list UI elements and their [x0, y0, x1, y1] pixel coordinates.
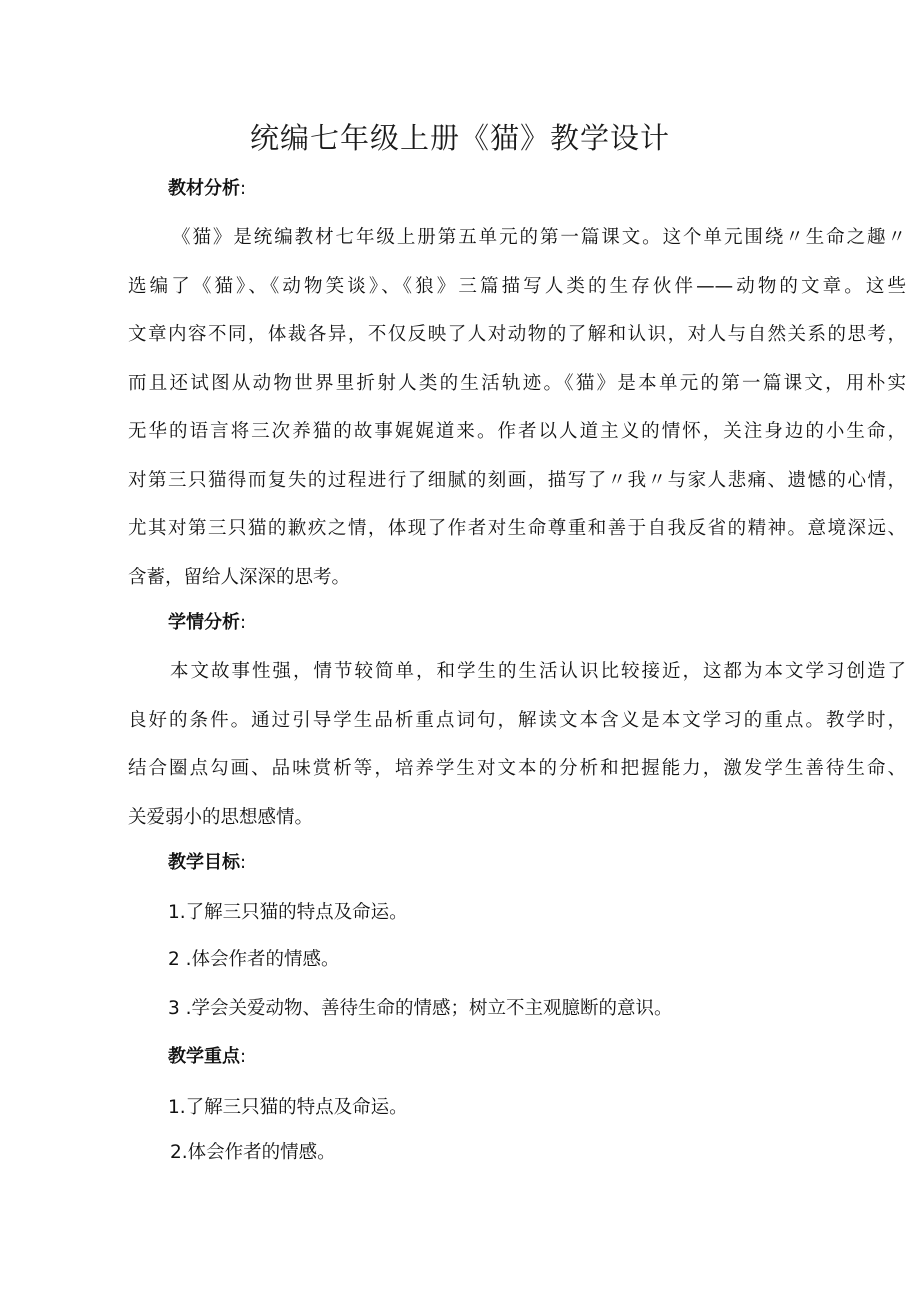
section-heading-key-points: [168, 1044, 246, 1070]
paragraph-line: 良好的条件。通过引导学生品析重点词句，解读文本含义是本文学习的重点。教学时，: [128, 709, 906, 731]
paragraph-line: 《猫》是统编教材七年级上册第五单元的第一篇课文。这个单元围绕〃生命之趣〃: [172, 227, 906, 248]
paragraph-line: 对第三只猫得而复失的过程进行了细腻的刻画，描写了〃我〃与家人悲痛、遗憾的心情，: [128, 469, 906, 491]
section-heading-goals: [168, 850, 246, 876]
goal-item: 3 .学会关爱动物、善待生命的情感；树立不主观臆断的意识。: [168, 998, 673, 1019]
paragraph-line: 而且还试图从动物世界里折射人类的生活轨迹。《猫》是本单元的第一篇课文，用朴实: [128, 372, 906, 394]
key-point-item: 2.体会作者的情感。: [170, 1142, 336, 1163]
section-heading-analysis: [168, 176, 246, 202]
goal-item: 2 .体会作者的情感。: [168, 949, 340, 970]
paragraph-line: 选编了《猫》、《动物笑谈》、《狼》三篇描写人类的生存伙伴——动物的文章。这些: [128, 275, 906, 297]
paragraph-line: 尤其对第三只猫的歉疚之情，体现了作者对生命尊重和善于自我反省的精神。意境深远、: [128, 518, 906, 539]
heading-colon: :: [240, 612, 247, 633]
paragraph-line: 无华的语言将三次养猫的故事娓娓道来。作者以人道主义的情怀，关注身边的小生命，: [128, 421, 906, 442]
key-point-item: 1.了解三只猫的特点及命运。: [168, 1097, 408, 1118]
paragraph-line: 结合圈点勾画、品味赏析等，培养学生对文本的分析和把握能力，激发学生善待生命、: [128, 758, 906, 779]
heading-text: 教材分析: [168, 178, 240, 199]
paragraph-line: 关爱弱小的思想感情。: [128, 806, 314, 828]
heading-colon: :: [240, 1046, 247, 1067]
heading-text: 学情分析: [168, 612, 240, 633]
section-heading-students: [168, 610, 246, 636]
analysis-paragraph: [128, 214, 906, 602]
paragraph-line: 本文故事性强，情节较简单，和学生的生活认识比较接近，这都为本文学习创造了: [170, 661, 906, 682]
paragraph-line: 文章内容不同，体裁各异，不仅反映了人对动物的了解和认识，对人与自然关系的思考，: [128, 324, 906, 345]
heading-text: 教学目标: [168, 852, 240, 873]
heading-text: 教学重点: [168, 1046, 240, 1067]
heading-colon: :: [240, 852, 247, 873]
page-title: 统编七年级上册《猫》教学设计: [249, 121, 670, 155]
heading-colon: :: [240, 178, 247, 199]
students-paragraph: [128, 648, 906, 842]
goal-item: 1.了解三只猫的特点及命运。: [168, 902, 408, 923]
paragraph-line: 含蓄，留给人深深的思考。: [128, 566, 351, 588]
